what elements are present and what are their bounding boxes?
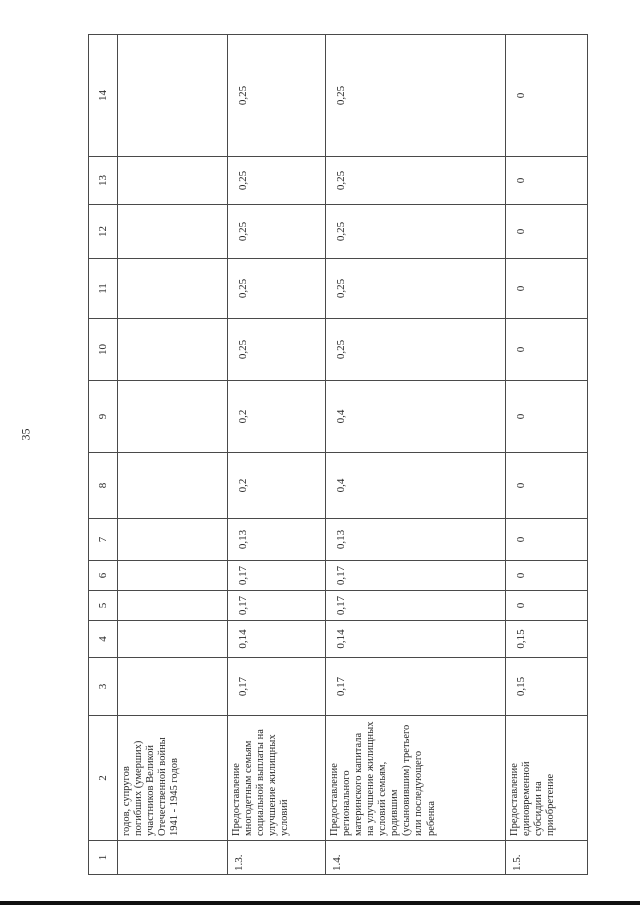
header-cell: 9 — [89, 381, 118, 453]
value-cell: 0,13 — [326, 519, 506, 561]
value-cell: 0,2 — [228, 453, 326, 519]
value-cell: 0 — [506, 519, 588, 561]
row-number: 1.3. — [228, 841, 326, 875]
table-row — [118, 35, 228, 875]
value-cell: 0,14 — [228, 621, 326, 658]
value-cell — [118, 453, 228, 519]
value-cell — [118, 319, 228, 381]
value-cell — [118, 35, 228, 157]
value-cell: 0,25 — [326, 319, 506, 381]
value-cell — [118, 259, 228, 319]
row-number — [118, 841, 228, 875]
value-cell: 0,17 — [228, 591, 326, 621]
table-row — [228, 35, 326, 875]
row-description: годов, супругов погибших (умерших) участников Великой Отечественной войны 1941 - 1945 годов — [118, 716, 228, 841]
header-cell: 5 — [89, 591, 118, 621]
value-cell: 0 — [506, 157, 588, 205]
row-number: 1.4. — [326, 841, 506, 875]
value-cell: 0 — [506, 591, 588, 621]
value-cell — [118, 561, 228, 591]
value-cell: 0,25 — [228, 319, 326, 381]
value-cell — [118, 157, 228, 205]
data-table — [88, 34, 588, 875]
value-cell: 0,25 — [228, 157, 326, 205]
table-row — [326, 35, 506, 875]
value-cell: 0,17 — [326, 561, 506, 591]
value-cell — [118, 381, 228, 453]
header-cell: 4 — [89, 621, 118, 658]
header-cell: 6 — [89, 561, 118, 591]
value-cell: 0,2 — [228, 381, 326, 453]
value-cell: 0 — [506, 259, 588, 319]
value-cell: 0,25 — [228, 205, 326, 259]
value-cell: 0,17 — [228, 658, 326, 716]
value-cell: 0,25 — [326, 259, 506, 319]
value-cell: 0,17 — [326, 591, 506, 621]
value-cell: 0,4 — [326, 381, 506, 453]
value-cell: 0 — [506, 205, 588, 259]
header-cell: 1 — [89, 841, 118, 875]
scan-bottom-edge — [0, 901, 640, 905]
header-cell: 11 — [89, 259, 118, 319]
page-number: 35 — [18, 428, 33, 441]
header-cell: 12 — [89, 205, 118, 259]
row-description: Предоставление регионального материнского капитала на улучшение жилищных условий семьям, родившим (усыновившим) третьего или последующего ребенка — [326, 716, 506, 841]
row-number: 1.5. — [506, 841, 588, 875]
header-cell: 13 — [89, 157, 118, 205]
value-cell: 0,25 — [326, 205, 506, 259]
table-header-row — [89, 35, 118, 875]
header-cell: 14 — [89, 35, 118, 157]
rotated-table-frame — [88, 35, 578, 875]
value-cell: 0,14 — [326, 621, 506, 658]
value-cell: 0,13 — [228, 519, 326, 561]
value-cell: 0,25 — [326, 157, 506, 205]
table-row — [506, 35, 588, 875]
value-cell: 0,15 — [506, 621, 588, 658]
value-cell: 0,17 — [228, 561, 326, 591]
header-cell: 8 — [89, 453, 118, 519]
value-cell: 0 — [506, 561, 588, 591]
header-cell: 3 — [89, 658, 118, 716]
value-cell: 0 — [506, 453, 588, 519]
value-cell — [118, 591, 228, 621]
value-cell — [118, 658, 228, 716]
value-cell — [118, 621, 228, 658]
table-container — [88, 35, 578, 875]
value-cell: 0,25 — [326, 35, 506, 157]
value-cell: 0 — [506, 35, 588, 157]
header-cell: 2 — [89, 716, 118, 841]
value-cell: 0,25 — [228, 35, 326, 157]
value-cell: 0,15 — [506, 658, 588, 716]
value-cell: 0 — [506, 381, 588, 453]
header-cell: 7 — [89, 519, 118, 561]
value-cell — [118, 519, 228, 561]
value-cell: 0,17 — [326, 658, 506, 716]
row-description: Предоставление многодетным семьям социальной выплаты на улучшение жилищных условий — [228, 716, 326, 841]
value-cell: 0,25 — [228, 259, 326, 319]
value-cell: 0 — [506, 319, 588, 381]
value-cell: 0,4 — [326, 453, 506, 519]
value-cell — [118, 205, 228, 259]
row-description: Предоставление единовременной субсидии на приобретение — [506, 716, 588, 841]
header-cell: 10 — [89, 319, 118, 381]
